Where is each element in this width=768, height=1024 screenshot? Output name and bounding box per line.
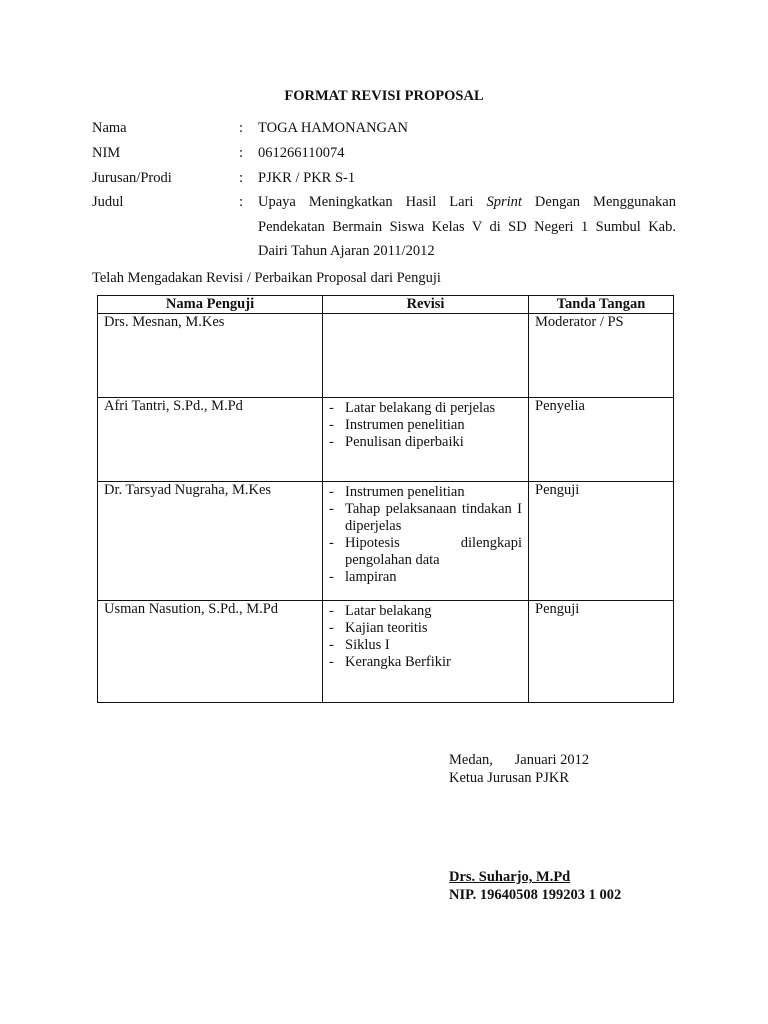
signature-role: Penguji bbox=[529, 601, 674, 703]
judul-line-2: Pendekatan Bermain Siswa Kelas V di SD Negeri 1 Sumbul Kab. bbox=[258, 218, 676, 235]
intro-text: Telah Mengadakan Revisi / Perbaikan Proposal dari Penguji bbox=[92, 270, 441, 286]
header-revisi: Revisi bbox=[323, 296, 529, 314]
field-label-judul: Judul bbox=[92, 194, 124, 210]
revision-item: - lampiran bbox=[329, 569, 522, 586]
revision-item: - Tahap pelaksanaan tindakan I diperjelas bbox=[329, 501, 522, 535]
table-header-row bbox=[98, 296, 674, 314]
field-value-jurusan: PJKR / PKR S-1 bbox=[258, 170, 356, 186]
signature-place-date: Medan, Januari 2012 bbox=[449, 752, 590, 768]
revision-item: - Instrumen penelitian bbox=[329, 484, 522, 501]
revision-list bbox=[329, 603, 522, 671]
judul-text-italic: Sprint bbox=[486, 194, 522, 210]
revision-cell bbox=[323, 314, 529, 398]
examiner-name: Afri Tantri, S.Pd., M.Pd bbox=[98, 398, 323, 482]
field-value-nama: TOGA HAMONANGAN bbox=[258, 120, 408, 136]
signatory-nip: NIP. 19640508 199203 1 002 bbox=[449, 887, 622, 903]
revision-item: - Hipotesis dilengkapi pengolahan data bbox=[329, 535, 522, 569]
field-colon-judul: : bbox=[239, 194, 244, 210]
table-row bbox=[98, 482, 674, 601]
table-row bbox=[98, 601, 674, 703]
table-row bbox=[98, 398, 674, 482]
examiner-name: Dr. Tarsyad Nugraha, M.Kes bbox=[98, 482, 323, 601]
field-label-jurusan: Jurusan/Prodi bbox=[92, 170, 172, 186]
document-title: FORMAT REVISI PROPOSAL bbox=[284, 88, 484, 104]
revision-list bbox=[329, 484, 522, 586]
field-colon-nama: : bbox=[239, 120, 244, 136]
revision-cell bbox=[323, 482, 529, 601]
revision-item: - Instrumen penelitian bbox=[329, 417, 522, 434]
revision-item: - Kajian teoritis bbox=[329, 620, 522, 637]
field-label-nama: Nama bbox=[92, 120, 127, 136]
revision-table bbox=[97, 295, 674, 703]
judul-line-3: Dairi Tahun Ajaran 2011/2012 bbox=[258, 243, 435, 259]
signature-role-title: Ketua Jurusan PJKR bbox=[449, 770, 570, 786]
examiner-name: Usman Nasution, S.Pd., M.Pd bbox=[98, 601, 323, 703]
examiner-name: Drs. Mesnan, M.Kes bbox=[98, 314, 323, 398]
judul-text-1a: Upaya Meningkatkan Hasil Lari bbox=[258, 194, 487, 210]
judul-line-1 bbox=[258, 190, 676, 215]
field-colon-nim: : bbox=[239, 145, 244, 161]
judul-text-1b: Dengan Menggunakan bbox=[521, 194, 676, 210]
field-value-judul bbox=[258, 190, 676, 264]
revision-item: - Siklus I bbox=[329, 637, 522, 654]
revision-item: - Latar belakang bbox=[329, 603, 522, 620]
revision-item: - Kerangka Berfikir bbox=[329, 654, 522, 671]
field-value-nim: 061266110074 bbox=[258, 145, 345, 161]
revision-item: - Latar belakang di perjelas bbox=[329, 400, 522, 417]
revision-item: - Penulisan diperbaiki bbox=[329, 434, 522, 451]
revision-cell bbox=[323, 601, 529, 703]
revision-cell bbox=[323, 398, 529, 482]
signatory-name: Drs. Suharjo, M.Pd bbox=[449, 869, 571, 885]
signature-role: Moderator / PS bbox=[529, 314, 674, 398]
table-row bbox=[98, 314, 674, 398]
field-label-nim: NIM bbox=[92, 145, 121, 161]
signature-role: Penguji bbox=[529, 482, 674, 601]
field-colon-jurusan: : bbox=[239, 170, 244, 186]
signature-role: Penyelia bbox=[529, 398, 674, 482]
header-nama-penguji: Nama Penguji bbox=[98, 296, 323, 314]
revision-list bbox=[329, 400, 522, 451]
header-tanda-tangan: Tanda Tangan bbox=[529, 296, 674, 314]
